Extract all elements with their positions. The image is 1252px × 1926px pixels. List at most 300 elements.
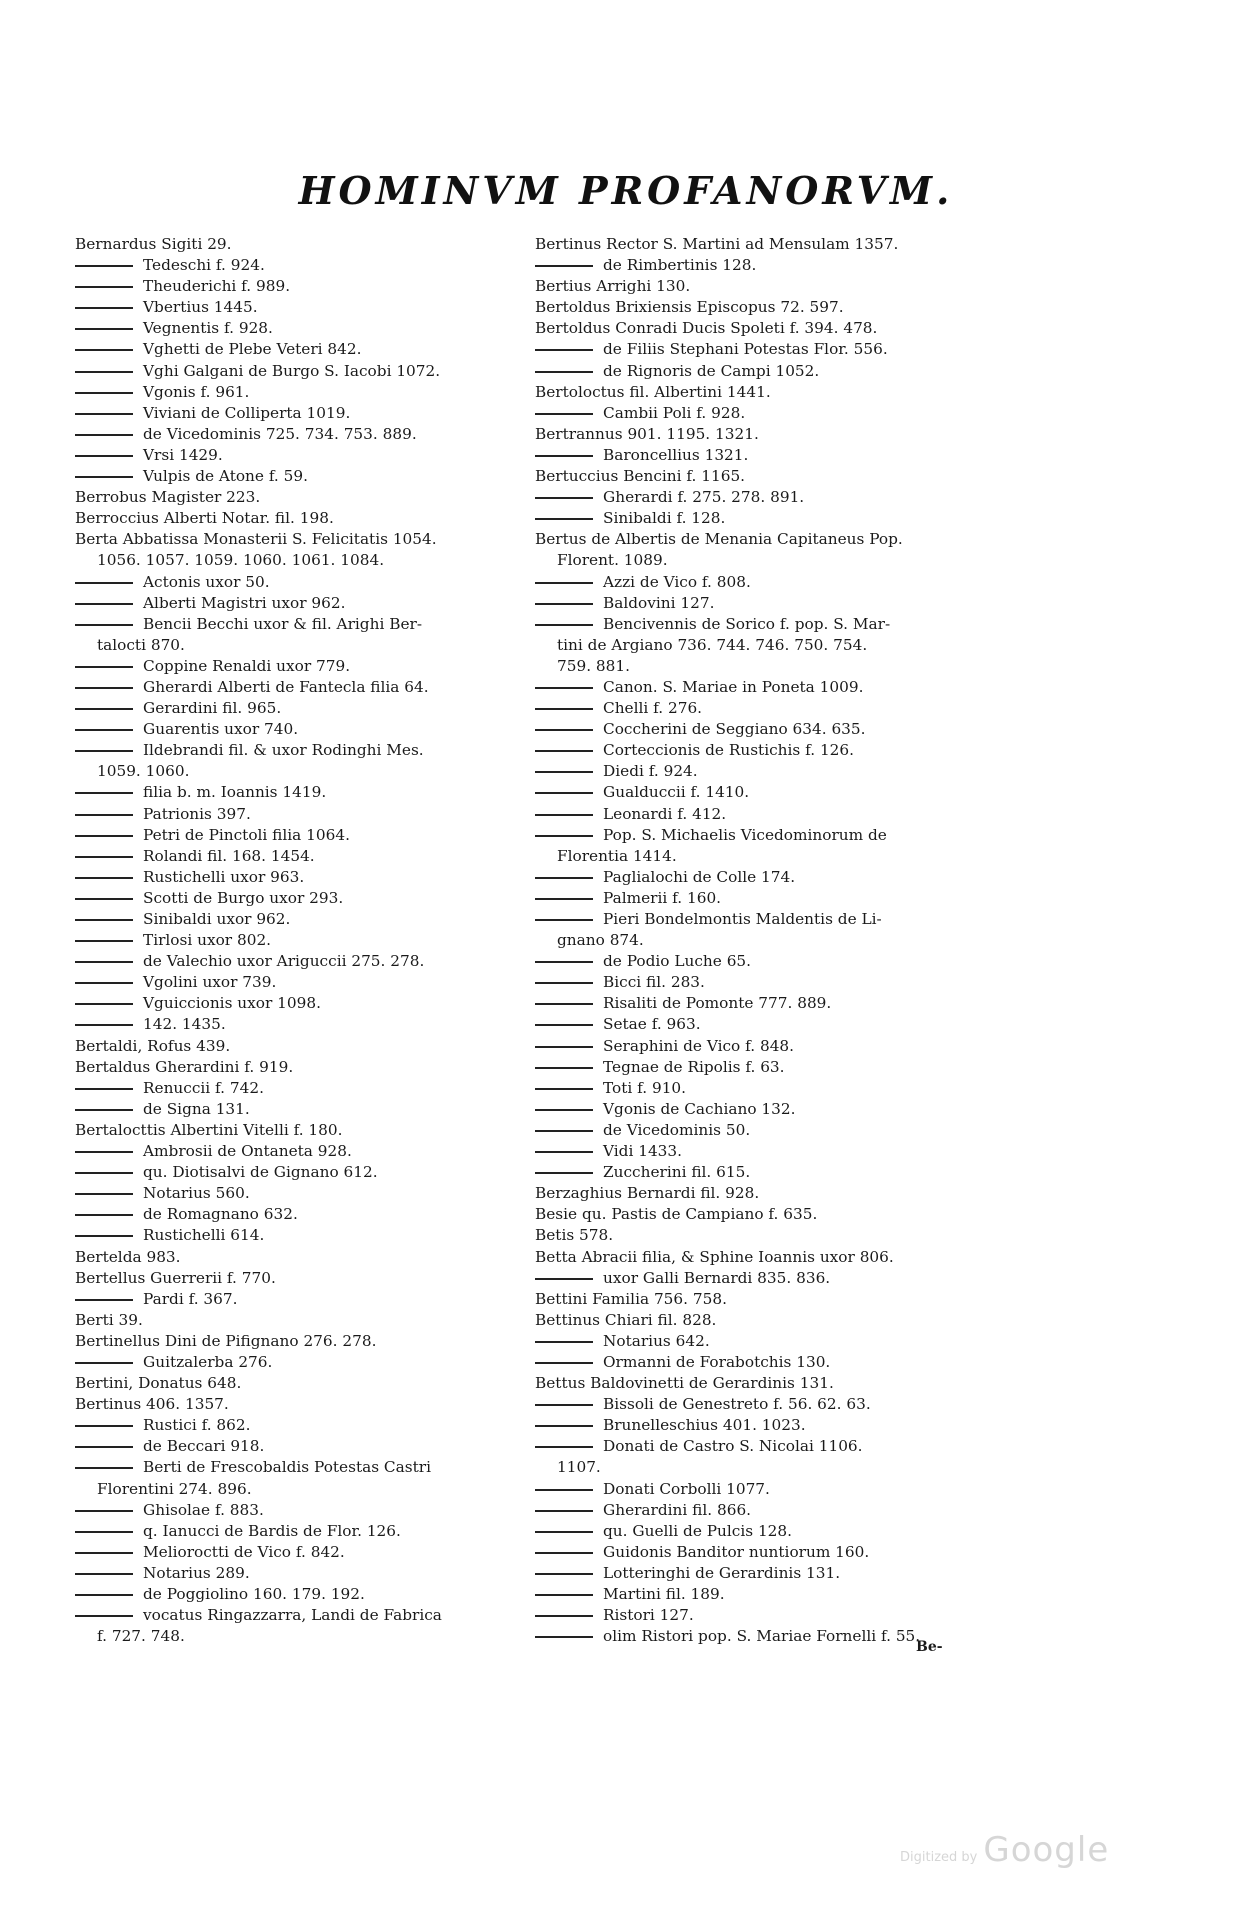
entry-text: Actonis uxor 50. (143, 572, 270, 591)
entry-text: Tedeschi f. 924. (143, 256, 265, 275)
index-entry (75, 656, 545, 677)
ditto-dash (535, 265, 593, 267)
entry-text: Coccherini de Seggiano 634. 635. (603, 720, 866, 739)
entry-text: Bencii Becchi uxor & fil. Arighi Ber- (143, 614, 422, 633)
entry-text: Martini fil. 189. (603, 1585, 725, 1603)
entry-text: Seraphini de Vico f. 848. (603, 1036, 795, 1055)
entry-text: Sinibaldi f. 128. (603, 509, 726, 528)
ditto-dash (535, 455, 593, 457)
ditto-dash (535, 835, 593, 837)
entry-text: Notarius 560. (143, 1184, 250, 1203)
entry-text: Bertus de Albertis de Menania Capitaneus Pop. (535, 530, 903, 549)
index-entry (75, 1457, 545, 1478)
index-entry (75, 593, 545, 614)
entry-text: Gherardi Alberti de Fantecla filia 64. (143, 677, 429, 696)
ditto-dash (75, 1425, 133, 1427)
index-entry (535, 1036, 1005, 1057)
entry-text: Berrobus Magister 223. (75, 488, 261, 507)
entry-text: Bertoloctus fil. Albertini 1441. (535, 382, 771, 401)
entry-text: Guidonis Banditor nuntiorum 160. (603, 1542, 870, 1561)
entry-text: Renuccii f. 742. (143, 1078, 264, 1097)
entry-text: Florent. 1089. (557, 551, 668, 570)
index-entry (75, 867, 545, 888)
index-entry (535, 972, 1005, 993)
entry-text: Brunelleschius 401. 1023. (603, 1416, 806, 1435)
ditto-dash (75, 476, 133, 478)
index-entry (75, 782, 545, 803)
entry-text: Bertoldus Brixiensis Episcopus 72. 597. (535, 298, 844, 317)
index-entry (535, 1542, 1005, 1563)
index-entry (535, 1457, 1005, 1478)
ditto-dash (535, 1362, 593, 1364)
entry-text: Viviani de Colliperta 1019. (143, 403, 351, 422)
index-entry (535, 1521, 1005, 1542)
index-entry (75, 1521, 545, 1542)
index-entry (535, 1605, 1005, 1626)
entry-text: Guarentis uxor 740. (143, 720, 299, 739)
ditto-dash (75, 1109, 133, 1111)
entry-text: Rustichelli uxor 963. (143, 867, 305, 886)
entry-text: Bertellus Guerrerii f. 770. (75, 1268, 276, 1287)
ditto-dash (75, 1615, 133, 1617)
entry-text: de Vicedominis 725. 734. 753. 889. (143, 424, 417, 443)
entry-text: Vgonis de Cachiano 132. (603, 1099, 796, 1118)
index-entry (535, 993, 1005, 1014)
index-entry (75, 1415, 545, 1436)
ditto-dash (75, 1235, 133, 1237)
entry-text: Notarius 289. (143, 1563, 250, 1582)
watermark-prefix: Digitized by (900, 1850, 978, 1865)
index-entry (535, 1373, 1005, 1394)
entry-text: Bertini, Donatus 648. (75, 1374, 242, 1393)
index-entry (75, 1584, 545, 1605)
entry-text: Pop. S. Michaelis Vicedominorum de (603, 825, 887, 844)
index-entry (535, 1183, 1005, 1204)
entry-text: Paglialochi de Colle 174. (603, 867, 796, 886)
entry-text: Florentini 274. 896. (97, 1479, 252, 1498)
ditto-dash (535, 708, 593, 710)
entry-text: talocti 870. (97, 635, 185, 654)
index-entry (535, 1014, 1005, 1035)
index-entry (535, 1584, 1005, 1605)
index-entry (75, 1373, 545, 1394)
entry-text: Bertinellus Dini de Pifignano 276. 278. (75, 1331, 377, 1350)
ditto-dash (535, 413, 593, 415)
ditto-dash (75, 1552, 133, 1554)
ditto-dash (535, 877, 593, 879)
index-entry (535, 339, 1005, 360)
index-entry (535, 782, 1005, 803)
index-entry (535, 403, 1005, 424)
ditto-dash (75, 792, 133, 794)
entry-text: 759. 881. (557, 656, 630, 675)
index-column-left (75, 234, 545, 1647)
ditto-dash (75, 687, 133, 689)
index-entry (75, 297, 545, 318)
ditto-dash (535, 919, 593, 921)
ditto-dash (75, 666, 133, 668)
index-entry (535, 234, 1005, 255)
ditto-dash (535, 1024, 593, 1026)
entry-text: Tirlosi uxor 802. (143, 931, 272, 950)
index-entry (75, 361, 545, 382)
entry-text: Theuderichi f. 989. (143, 277, 291, 296)
ditto-dash (535, 961, 593, 963)
index-entry (75, 930, 545, 951)
entry-text: Betis 578. (535, 1226, 614, 1245)
index-entry (75, 1099, 545, 1120)
index-entry (75, 888, 545, 909)
entry-text: de Romagnano 632. (143, 1205, 298, 1224)
index-entry (535, 1310, 1005, 1331)
index-entry (75, 1310, 545, 1331)
entry-text: Bertalocttis Albertini Vitelli f. 180. (75, 1120, 343, 1139)
ditto-dash (75, 1510, 133, 1512)
index-entry (75, 234, 545, 255)
entry-text: Berzaghius Bernardi fil. 928. (535, 1184, 760, 1203)
index-entry (75, 698, 545, 719)
entry-text: 1056. 1057. 1059. 1060. 1061. 1084. (97, 551, 385, 570)
entry-text: q. Ianucci de Bardis de Flor. 126. (143, 1521, 401, 1540)
index-entry (75, 1331, 545, 1352)
ditto-dash (535, 1341, 593, 1343)
entry-text: Donati Corbolli 1077. (603, 1479, 770, 1498)
index-entry (75, 403, 545, 424)
index-entry (75, 1436, 545, 1457)
entry-text: Rustichelli 614. (143, 1226, 265, 1245)
entry-text: Diedi f. 924. (603, 762, 698, 781)
ditto-dash (75, 982, 133, 984)
ditto-dash (535, 814, 593, 816)
ditto-dash (75, 1467, 133, 1469)
ditto-dash (75, 1573, 133, 1575)
entry-text: filia b. m. Ioannis 1419. (143, 783, 327, 802)
entry-text: Rolandi fil. 168. 1454. (143, 846, 315, 865)
entry-text: Lotteringhi de Gerardinis 131. (603, 1563, 841, 1582)
index-entry (75, 487, 545, 508)
entry-text: Ghisolae f. 883. (143, 1500, 264, 1519)
entry-text: Coppine Renaldi uxor 779. (143, 656, 351, 675)
entry-text: 1059. 1060. (97, 762, 190, 781)
ditto-dash (535, 792, 593, 794)
entry-text: Betta Abracii filia, & Sphine Ioannis uxor 806. (535, 1247, 894, 1266)
index-entry (75, 1626, 545, 1647)
index-entry (75, 1605, 545, 1626)
index-entry (75, 1563, 545, 1584)
ditto-dash (535, 750, 593, 752)
entry-text: Vgonis f. 961. (143, 382, 250, 401)
entry-text: Zuccherini fil. 615. (603, 1163, 751, 1182)
ditto-dash (535, 371, 593, 373)
ditto-dash (75, 750, 133, 752)
ditto-dash (75, 265, 133, 267)
index-entry (75, 382, 545, 403)
ditto-dash (535, 1088, 593, 1090)
entry-text: tini de Argiano 736. 744. 746. 750. 754. (557, 635, 868, 654)
ditto-dash (75, 413, 133, 415)
index-entry (535, 255, 1005, 276)
ditto-dash (535, 518, 593, 520)
entry-text: Vbertius 1445. (143, 298, 258, 317)
index-entry (75, 635, 545, 656)
index-entry (75, 1036, 545, 1057)
index-entry (535, 698, 1005, 719)
index-entry (75, 1247, 545, 1268)
entry-text: Canon. S. Mariae in Poneta 1009. (603, 677, 864, 696)
entry-text: Bertaldi, Rofus 439. (75, 1036, 231, 1055)
watermark-brand: Google (983, 1830, 1110, 1870)
index-entry (535, 951, 1005, 972)
index-entry (75, 846, 545, 867)
index-entry (535, 740, 1005, 761)
entry-text: Tegnae de Ripolis f. 63. (603, 1057, 785, 1076)
entry-text: de Rignoris de Campi 1052. (603, 361, 820, 380)
index-entry (75, 1162, 545, 1183)
ditto-dash (535, 1046, 593, 1048)
index-entry (75, 255, 545, 276)
ditto-dash (75, 1299, 133, 1301)
entry-text: Bettus Baldovinetti de Gerardinis 131. (535, 1374, 834, 1393)
digitization-watermark (900, 1830, 1109, 1870)
entry-text: Pieri Bondelmontis Maldentis de Li- (603, 910, 882, 928)
index-entry (535, 804, 1005, 825)
ditto-dash (535, 1003, 593, 1005)
ditto-dash (535, 1130, 593, 1132)
ditto-dash (535, 582, 593, 584)
entry-text: qu. Diotisalvi de Gignano 612. (143, 1163, 378, 1182)
index-entry (535, 1352, 1005, 1373)
ditto-dash (75, 349, 133, 351)
entry-text: Bicci fil. 283. (603, 973, 705, 992)
ditto-dash (75, 1151, 133, 1153)
entry-text: de Beccari 918. (143, 1437, 265, 1456)
entry-text: Alberti Magistri uxor 962. (143, 593, 346, 612)
entry-text: Vguiccionis uxor 1098. (143, 994, 321, 1013)
ditto-dash (535, 1425, 593, 1427)
entry-text: Risaliti de Pomonte 777. 889. (603, 994, 832, 1013)
index-entry (535, 1204, 1005, 1225)
index-entry (75, 1289, 545, 1310)
entry-text: Chelli f. 276. (603, 699, 703, 718)
ditto-dash (75, 729, 133, 731)
ditto-dash (75, 624, 133, 626)
index-entry (535, 424, 1005, 445)
entry-text: Gualduccii f. 1410. (603, 783, 750, 802)
entry-text: olim Ristori pop. S. Mariae Fornelli f. 55. (603, 1627, 921, 1646)
entry-text: Gherardi f. 275. 278. 891. (603, 488, 805, 507)
entry-text: Gerardini fil. 965. (143, 699, 282, 718)
index-entry (535, 1225, 1005, 1246)
index-entry (535, 1331, 1005, 1352)
index-entry (75, 951, 545, 972)
ditto-dash (535, 624, 593, 626)
ditto-dash (535, 1594, 593, 1596)
index-entry (75, 1394, 545, 1415)
ditto-dash (75, 1024, 133, 1026)
index-entry (75, 1014, 545, 1035)
ditto-dash (75, 328, 133, 330)
ditto-dash (75, 1214, 133, 1216)
index-entry (535, 1479, 1005, 1500)
ditto-dash (75, 1193, 133, 1195)
index-entry (535, 1394, 1005, 1415)
ditto-dash (535, 1404, 593, 1406)
entry-text: Vrsi 1429. (143, 445, 223, 464)
index-entry (535, 614, 1005, 635)
index-entry (535, 487, 1005, 508)
entry-text: Besie qu. Pastis de Campiano f. 635. (535, 1205, 818, 1224)
index-entry (75, 1183, 545, 1204)
entry-text: Ambrosii de Ontaneta 928. (143, 1142, 352, 1161)
entry-text: Pardi f. 367. (143, 1289, 238, 1308)
ditto-dash (75, 1531, 133, 1533)
ditto-dash (535, 603, 593, 605)
ditto-dash (75, 835, 133, 837)
entry-text: Florentia 1414. (557, 846, 677, 865)
index-entry (535, 656, 1005, 677)
index-entry (535, 1563, 1005, 1584)
index-entry (535, 466, 1005, 487)
entry-text: Patrionis 397. (143, 804, 251, 823)
entry-text: Leonardi f. 412. (603, 804, 727, 823)
ditto-dash (535, 1510, 593, 1512)
index-entry (535, 508, 1005, 529)
index-entry (535, 382, 1005, 403)
entry-text: Berroccius Alberti Notar. fil. 198. (75, 509, 334, 528)
index-entry (535, 1057, 1005, 1078)
entry-text: qu. Guelli de Pulcis 128. (603, 1521, 793, 1540)
entry-text: Berti de Frescobaldis Potestas Castri (143, 1458, 431, 1477)
ditto-dash (75, 877, 133, 879)
ditto-dash (75, 392, 133, 394)
ditto-dash (535, 1636, 593, 1638)
entry-text: Toti f. 910. (603, 1078, 687, 1097)
entry-text: de Poggiolino 160. 179. 192. (143, 1585, 365, 1603)
ditto-dash (75, 286, 133, 288)
entry-text: de Filiis Stephani Potestas Flor. 556. (603, 340, 888, 359)
ditto-dash (535, 1489, 593, 1491)
ditto-dash (535, 1552, 593, 1554)
entry-text: Corteccionis de Rustichis f. 126. (603, 741, 855, 760)
index-entry (535, 1436, 1005, 1457)
entry-text: Bettinus Chiari fil. 828. (535, 1310, 717, 1329)
ditto-dash (535, 497, 593, 499)
index-entry (75, 508, 545, 529)
ditto-dash (535, 1151, 593, 1153)
entry-text: Bertinus Rector S. Martini ad Mensulam 1357. (535, 235, 899, 253)
ditto-dash (75, 961, 133, 963)
entry-text: Bertelda 983. (75, 1247, 181, 1266)
index-entry (75, 1204, 545, 1225)
ditto-dash (75, 919, 133, 921)
index-entry (535, 867, 1005, 888)
entry-text: Bertius Arrighi 130. (535, 277, 691, 296)
ditto-dash (535, 1067, 593, 1069)
entry-text: Vgolini uxor 739. (143, 973, 277, 992)
index-entry (75, 466, 545, 487)
index-entry (75, 740, 545, 761)
index-entry (535, 635, 1005, 656)
ditto-dash (75, 307, 133, 309)
ditto-dash (75, 1088, 133, 1090)
index-entry (535, 761, 1005, 782)
ditto-dash (75, 1594, 133, 1596)
index-entry (535, 361, 1005, 382)
index-entry (535, 825, 1005, 846)
ditto-dash (535, 1615, 593, 1617)
entry-text: Bertrannus 901. 1195. 1321. (535, 424, 759, 443)
entry-text: Bernardus Sigiti 29. (75, 235, 232, 253)
entry-text: gnano 874. (557, 931, 644, 950)
ditto-dash (75, 371, 133, 373)
index-entry (75, 276, 545, 297)
entry-text: de Vicedominis 50. (603, 1120, 751, 1139)
index-entry (75, 909, 545, 930)
index-entry (75, 318, 545, 339)
ditto-dash (535, 1531, 593, 1533)
index-entry (535, 1247, 1005, 1268)
entry-text: Cambii Poli f. 928. (603, 403, 746, 422)
index-entry (535, 1162, 1005, 1183)
ditto-dash (535, 1573, 593, 1575)
entry-text: Bertaldus Gherardini f. 919. (75, 1057, 294, 1076)
entry-text: Bissoli de Genestreto f. 56. 62. 63. (603, 1395, 871, 1414)
index-entry (75, 1057, 545, 1078)
ditto-dash (75, 1362, 133, 1364)
entry-text: Bertinus 406. 1357. (75, 1395, 229, 1414)
entry-text: Bertoldus Conradi Ducis Spoleti f. 394. 478. (535, 319, 878, 338)
entry-text: Ildebrandi fil. & uxor Rodinghi Mes. (143, 741, 424, 760)
index-entry (535, 1500, 1005, 1521)
ditto-dash (535, 982, 593, 984)
entry-text: Scotti de Burgo uxor 293. (143, 888, 344, 907)
entry-text: uxor Galli Bernardi 835. 836. (603, 1268, 831, 1287)
entry-text: Notarius 642. (603, 1331, 710, 1350)
index-entry (535, 1078, 1005, 1099)
entry-text: Ormanni de Forabotchis 130. (603, 1352, 831, 1371)
ditto-dash (75, 856, 133, 858)
index-entry (75, 529, 545, 550)
ditto-dash (535, 1446, 593, 1448)
index-entry (535, 572, 1005, 593)
ditto-dash (75, 1003, 133, 1005)
entry-text: Gherardini fil. 866. (603, 1500, 752, 1519)
ditto-dash (535, 898, 593, 900)
index-entry (535, 930, 1005, 951)
entry-text: Vghi Galgani de Burgo S. Iacobi 1072. (143, 361, 441, 380)
index-entry (535, 719, 1005, 740)
index-column-right (535, 234, 1005, 1647)
index-entry (75, 614, 545, 635)
index-entry (535, 677, 1005, 698)
entry-text: 142. 1435. (143, 1015, 226, 1034)
index-entry (75, 1225, 545, 1246)
index-entry (75, 1352, 545, 1373)
ditto-dash (535, 349, 593, 351)
entry-text: Donati de Castro S. Nicolai 1106. (603, 1437, 863, 1456)
index-entry (75, 1078, 545, 1099)
index-entry (75, 1542, 545, 1563)
entry-text: Guitzalerba 276. (143, 1352, 273, 1371)
entry-text: Petri de Pinctoli filia 1064. (143, 825, 350, 844)
entry-text: Azzi de Vico f. 808. (603, 572, 751, 591)
index-entry (75, 445, 545, 466)
ditto-dash (535, 687, 593, 689)
index-entry (535, 318, 1005, 339)
entry-text: Baldovini 127. (603, 593, 715, 612)
entry-text: de Valechio uxor Ariguccii 275. 278. (143, 952, 425, 971)
index-entry (75, 719, 545, 740)
